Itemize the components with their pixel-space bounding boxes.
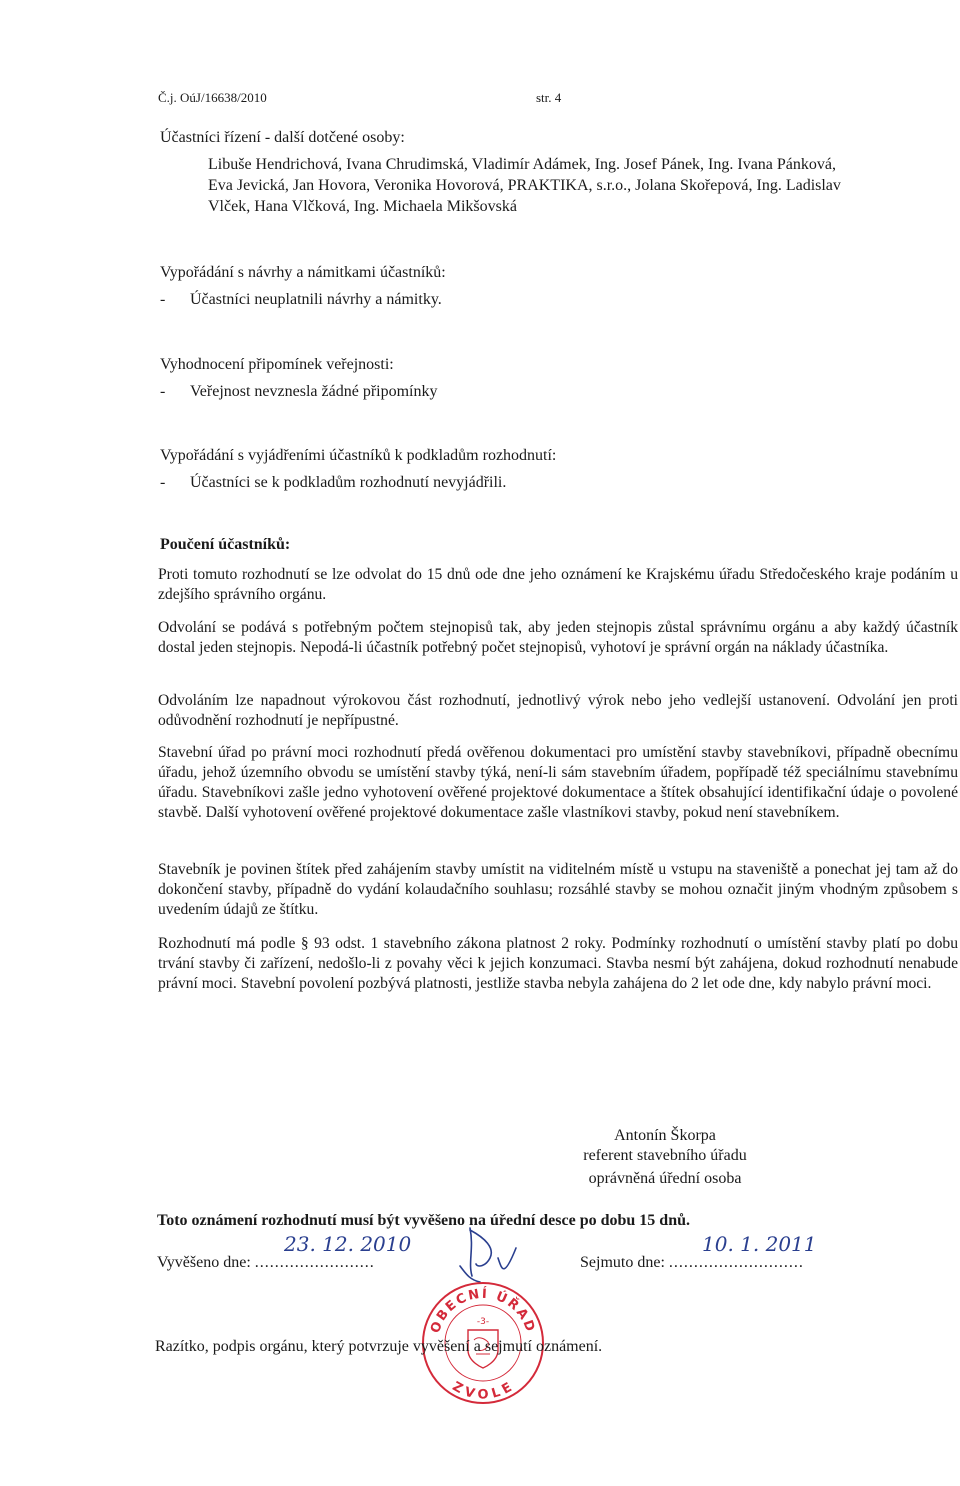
instruction-paragraph-3: Odvoláním lze napadnout výrokovou část rozhodnutí, jednotlivý výrok nebo jeho vedlejší ustanovení. Odvolání jen proti odůvodnění rozhodnutí je nepřípustné. bbox=[158, 692, 958, 729]
statements-item-text: Účastníci se k podkladům rozhodnutí nevyjádřili. bbox=[190, 474, 507, 491]
instruction-paragraph-5: Stavebník je povinen štítek před zahájením stavby umístit na viditelném místě u vstupu na staveniště a ponechat jej tam až do dokončení stavby, případně do vydání kolaudačního souhlasu; rozsáhlé stavby se mohou označit jiným vhodným způsobem s uvedením údajů ze štítku. bbox=[158, 861, 958, 918]
posted-date-label: Vyvěšeno dne: bbox=[157, 1254, 251, 1271]
posted-date-dots: ........................ bbox=[254, 1254, 375, 1271]
posted-date-handwritten: 23. 12. 2010 bbox=[284, 1232, 412, 1256]
removed-date-field bbox=[580, 1253, 804, 1273]
stamp-top-text: OBECNÍ ÚŘAD bbox=[428, 1286, 538, 1336]
public-comments-heading: Vyhodnocení připomínek veřejnosti: bbox=[160, 356, 394, 373]
posting-notice: Toto oznámení rozhodnutí musí být vyvěšeno na úřední desce po dobu 15 dnů. bbox=[157, 1212, 690, 1229]
instruction-paragraph-1: Proti tomuto rozhodnutí se lze odvolat do 15 dnů ode dne jeho oznámení ke Krajskému úřadu Středočeského kraje podáním u zdejšího správního orgánu. bbox=[158, 566, 958, 603]
page-number: str. 4 bbox=[536, 90, 562, 105]
signatory-role: referent stavebního úřadu bbox=[583, 1147, 747, 1164]
removed-date-label: Sejmuto dne: bbox=[580, 1254, 665, 1271]
stamp-caption: Razítko, podpis orgánu, který potvrzuje vyvěšení a sejmutí oznámení. bbox=[155, 1338, 603, 1355]
signatory-name: Antonín Škorpa bbox=[614, 1127, 716, 1144]
svg-text:OBECNÍ ÚŘAD bbox=[428, 1286, 538, 1335]
stamp-number: -3- bbox=[476, 1317, 490, 1327]
public-comments-item-text: Veřejnost nevznesla žádné připomínky bbox=[190, 383, 438, 400]
instruction-paragraph-4: Stavební úřad po právní moci rozhodnutí předá ověřenou dokumentaci pro umístění stavby stavebníkovi, případně obecnímu úřadu, jehož územního obvodu se umístění stavby týká, není-li sám stavebním úřadem, popřípadě též speciálnímu stavebnímu úřadu. Stavebníkovi zašle jedno vyhotovení ověřené projektové dokumentace a štítek obsahující identifikační údaje o povolené stavbě. Další vyhotovení ověřené projektové dokumentace zašle vlastníkovi stavby, pokud není stavebníkem. bbox=[158, 744, 958, 821]
removed-date-dots: ........................... bbox=[668, 1254, 804, 1271]
reference-number: Č.j. OúJ/16638/2010 bbox=[158, 90, 267, 105]
statements-heading: Vypořádání s vyjádřeními účastníků k podkladům rozhodnutí: bbox=[160, 447, 557, 464]
participants-heading: Účastníci řízení - další dotčené osoby: bbox=[160, 129, 405, 146]
objections-item-text: Účastníci neuplatnili návrhy a námitky. bbox=[190, 291, 442, 308]
participants-line-1: Libuše Hendrichová, Ivana Chrudimská, Vladimír Adámek, Ing. Josef Pánek, Ing. Ivana Pánková, bbox=[208, 156, 836, 173]
objections-heading: Vypořádání s návrhy a námitkami účastníků: bbox=[160, 264, 446, 281]
posted-date-field bbox=[157, 1253, 375, 1273]
stamp-bottom-text: ZVOLE bbox=[449, 1379, 517, 1403]
signatory-authority: oprávněná úřední osoba bbox=[588, 1170, 742, 1187]
instruction-paragraph-6: Rozhodnutí má podle § 93 odst. 1 stavebního zákona platnost 2 roky. Podmínky rozhodnutí o umístění stavby platí po dobu trvání stavby či zařízení, nedošlo-li z povahy věci k jejich konzumaci. Stavba nesmí být zahájena, dokud rozhodnutí nenabude právní moci. Stavební povolení pozbývá platnosti, jestliže stavba nebyla zahájena do 2 let ode dne, kdy nabylo právní moci. bbox=[158, 935, 958, 992]
participants-line-3: Vlček, Hana Vlčková, Ing. Michaela Mikšovská bbox=[208, 198, 517, 215]
statements-item: - Účastníci se k podkladům rozhodnutí nevyjádřili. bbox=[160, 474, 507, 491]
instruction-paragraph-2: Odvolání se podává s potřebným počtem stejnopisů tak, aby jeden stejnopis zůstal správnímu orgánu a aby každý účastník dostal jeden stejnopis. Nepodá-li účastník potřebný počet stejnopisů, vyhotoví je správní orgán na náklady účastníka. bbox=[158, 619, 958, 656]
objections-item: - Účastníci neuplatnili návrhy a námitky. bbox=[160, 291, 442, 308]
removed-date-handwritten: 10. 1. 2011 bbox=[702, 1232, 817, 1256]
participants-line-2: Eva Jevická, Jan Hovora, Veronika Hovorová, PRAKTIKA, s.r.o., Jolana Skořepová, Ing. Ladislav bbox=[208, 177, 841, 194]
instruction-heading: Poučení účastníků: bbox=[160, 536, 291, 553]
public-comments-item: - Veřejnost nevznesla žádné připomínky bbox=[160, 383, 438, 400]
